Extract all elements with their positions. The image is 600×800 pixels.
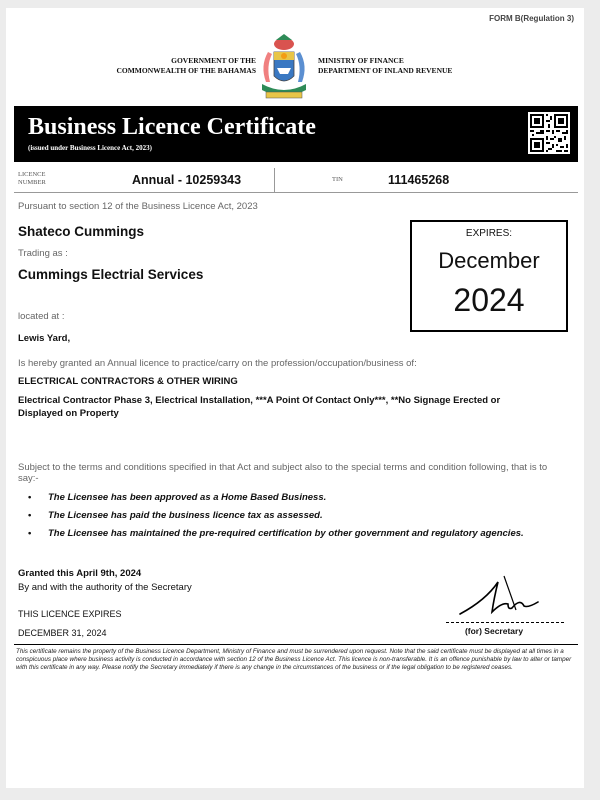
government-heading xyxy=(66,56,256,76)
expires-box xyxy=(410,220,568,332)
expires-year: 2024 xyxy=(453,282,525,318)
qr-code-icon[interactable] xyxy=(528,112,570,154)
business-location: Lewis Yard, xyxy=(18,333,71,344)
condition-item: • The Licensee has maintained the pre-required certification by other government and regulatory agencies. xyxy=(18,528,578,546)
form-number: FORM B(Regulation 3) xyxy=(489,14,574,23)
business-detail: Electrical Contractor Phase 3, Electrical Installation, ***A Point Of Contact Only***, **No Signage Erected or Displayed on Property xyxy=(18,395,501,419)
fine-print-divider xyxy=(14,644,578,645)
tin-label: TIN xyxy=(332,176,343,183)
fine-print: This certificate remains the property of the Business Licence Department, Ministry of Finance and must be surrendered upon request. Note that the said certificate must be displayed at all times in a conspicuous place where business activity is conducted in accordance with section 12 of the Business Licence Act. This licence is non-transferable. It is an offence punishable by law to alter or tamper with this certificate in any way. Please notify the Secretary immediately if there is any change in the circumstances of the business or if the legal obligation to be registered ceases. xyxy=(16,648,572,671)
conditions-list xyxy=(18,492,578,546)
ministry-line-1: MINISTRY OF FINANCE xyxy=(318,56,404,65)
licensee-name: Shateco Cummings xyxy=(18,224,145,239)
licence-label-line-1: LICENCE xyxy=(18,171,46,178)
licence-label-line-2: NUMBER xyxy=(18,179,46,186)
title-banner xyxy=(14,106,578,162)
located-label: located at : xyxy=(18,311,65,322)
condition-item: • The Licensee has been approved as a Home Based Business. xyxy=(18,492,578,510)
tin-value: 111465268 xyxy=(388,173,450,187)
condition-item: • The Licensee has paid the business licence tax as assessed. xyxy=(18,510,578,528)
licence-certificate xyxy=(6,8,584,788)
certificate-title: Business Licence Certificate xyxy=(28,114,316,140)
info-divider xyxy=(274,168,275,192)
terms-intro: Subject to the terms and conditions specified in that Act and subject also to the special terms and condition following, that is to say:- xyxy=(18,462,548,484)
authority-text: By and with the authority of the Secretary xyxy=(18,582,192,593)
pursuant-text: Pursuant to section 12 of the Business Licence Act, 2023 xyxy=(18,201,258,212)
licence-info-row xyxy=(14,168,578,193)
ministry-heading xyxy=(318,56,538,76)
trading-name: Cummings Electrial Services xyxy=(18,267,204,282)
government-line-2: COMMONWEALTH OF THE BAHAMAS xyxy=(116,66,256,75)
ministry-line-2: DEPARTMENT OF INLAND REVENUE xyxy=(318,66,453,75)
government-line-1: GOVERNMENT OF THE xyxy=(171,56,256,65)
signature-line xyxy=(446,622,564,623)
bahamas-coat-of-arms-icon xyxy=(254,32,314,104)
expires-label: EXPIRES: xyxy=(465,228,513,239)
licence-number-value: Annual - 10259343 xyxy=(132,173,242,187)
signature-icon xyxy=(446,568,546,622)
expiry-date: DECEMBER 31, 2024 xyxy=(18,628,107,638)
secretary-label: (for) Secretary xyxy=(464,626,524,636)
expires-month: December xyxy=(438,248,540,273)
business-type: ELECTRICAL CONTRACTORS & OTHER WIRING xyxy=(18,376,238,387)
grant-text: Is hereby granted an Annual licence to practice/carry on the profession/occupation/business of: xyxy=(18,358,417,369)
expiry-label: THIS LICENCE EXPIRES xyxy=(18,609,122,619)
granted-date: Granted this April 9th, 2024 xyxy=(18,568,142,579)
trading-as-label: Trading as : xyxy=(18,248,68,259)
certificate-subtitle: (issued under Business Licence Act, 2023) xyxy=(28,144,152,152)
licence-number-label xyxy=(18,171,46,187)
